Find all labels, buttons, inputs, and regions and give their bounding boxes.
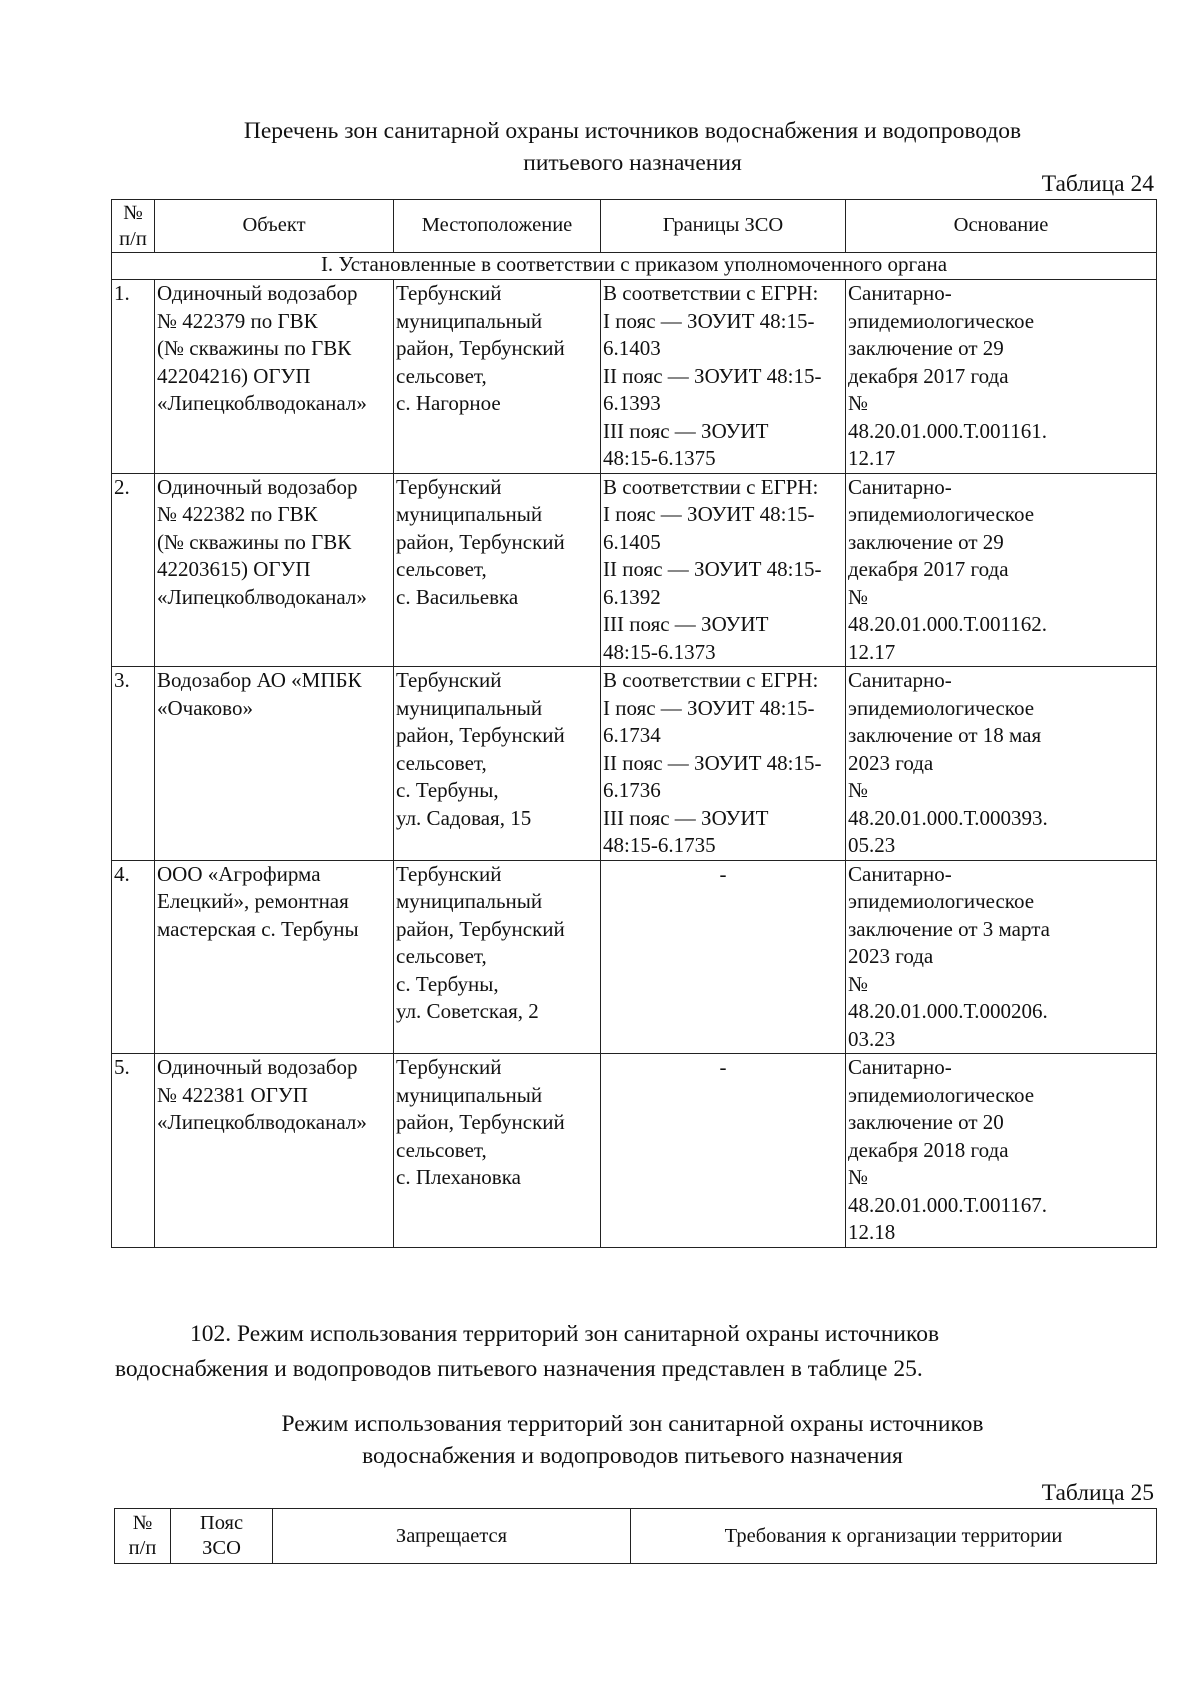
cell-line: Санитарно-: [848, 861, 952, 886]
cell-line: 48:15-6.1373: [603, 639, 716, 664]
header-location: Местоположение: [394, 200, 601, 253]
cell-line: с. Васильевка: [396, 584, 519, 609]
cell-line: эпидемиологическое: [848, 308, 1035, 333]
cell-line: В соответствии с ЕГРН:: [603, 474, 819, 499]
cell-line: Одиночный водозабор: [157, 1055, 358, 1079]
cell-line: муниципальный: [396, 1082, 543, 1107]
cell-line: муниципальный: [396, 502, 543, 526]
cell-line: I пояс — ЗОУИТ 48:15-: [603, 502, 815, 526]
row-location: [394, 860, 601, 1054]
regime-header-number-abbrev: п/п: [128, 1537, 157, 1559]
cell-line: декабря 2018 года: [848, 1137, 1009, 1162]
cell-line: 6.1403: [603, 336, 661, 360]
cell-line: Тербунский: [396, 1055, 502, 1079]
table-24-label: Таблица 24: [1041, 171, 1154, 197]
row-location: [394, 280, 601, 474]
cell-line: сельсовет,: [396, 750, 487, 775]
cell-line: муниципальный: [396, 889, 543, 913]
cell-line: Водозабор АО «МПБК: [157, 668, 362, 692]
document-title-line-2: питьевого назначения: [523, 150, 742, 176]
cell-line: III пояс — ЗОУИТ: [603, 612, 769, 636]
regime-header-belt: [171, 1509, 273, 1564]
cell-line: ул. Советская, 2: [396, 999, 539, 1023]
cell-line: с. Тербуны,: [396, 971, 499, 996]
row-object: [155, 1054, 394, 1248]
cell-line: №: [848, 971, 869, 996]
row-boundaries: [601, 1054, 846, 1248]
cell-line: Санитарно-: [848, 474, 952, 499]
cell-line: 6.1405: [603, 529, 661, 554]
cell-line: I пояс — ЗОУИТ 48:15-: [603, 695, 815, 720]
cell-line: Елецкий», ремонтная: [157, 889, 349, 913]
regime-title-line-2: водоснабжения и водопроводов питьевого назначения: [362, 1443, 903, 1469]
paragraph-line-1: 102. Режим использования территорий зон санитарной охраны источников: [190, 1321, 940, 1347]
cell-line: 48.20.01.000.Т.001161.: [848, 418, 1047, 443]
cell-line: «Липецкоблводоканал»: [157, 391, 367, 415]
cell-line: декабря 2017 года: [848, 557, 1009, 581]
cell-line: 48.20.01.000.Т.000393.: [848, 805, 1048, 830]
row-object: [155, 860, 394, 1054]
row-basis: [846, 860, 1157, 1054]
cell-line: 48:15-6.1735: [603, 833, 716, 857]
cell-line: 05.23: [848, 833, 896, 857]
cell-line: район, Тербунский: [396, 336, 565, 360]
cell-line: 6.1736: [603, 778, 661, 802]
row-basis: [846, 473, 1157, 667]
cell-line: мастерская с. Тербуны: [157, 916, 359, 941]
header-number: [112, 200, 155, 253]
header-number-symbol: №: [123, 202, 143, 224]
cell-line: Тербунский: [396, 861, 502, 886]
row-location: [394, 1054, 601, 1248]
row-number: 3.: [112, 667, 155, 861]
cell-line: сельсовет,: [396, 363, 487, 388]
cell-line: № 422381 ОГУП: [157, 1082, 308, 1107]
cell-line: эпидемиологическое: [848, 1082, 1035, 1107]
cell-line: 42203615) ОГУП: [157, 557, 311, 581]
cell-line: Тербунский: [396, 474, 502, 499]
row-boundaries: [601, 667, 846, 861]
cell-line: 6.1392: [603, 584, 661, 609]
paragraph-102: [115, 1317, 1155, 1387]
cell-line: эпидемиологическое: [848, 695, 1035, 720]
cell-line: эпидемиологическое: [848, 889, 1035, 913]
cell-line: заключение от 29: [848, 529, 1004, 554]
row-boundaries: [601, 280, 846, 474]
row-location: [394, 667, 601, 861]
cell-line: -: [719, 861, 727, 886]
header-object: Объект: [155, 200, 394, 253]
table-row: [112, 667, 1157, 861]
table-header-row: [112, 200, 1157, 253]
cell-line: Одиночный водозабор: [157, 474, 358, 499]
cell-line: заключение от 18 мая: [848, 723, 1042, 747]
cell-line: 6.1734: [603, 723, 661, 747]
section-row: [112, 253, 1157, 280]
document-title: [110, 115, 1155, 179]
cell-line: район, Тербунский: [396, 1110, 565, 1134]
regime-title-line-1: Режим использования территорий зон санитарной охраны источников: [281, 1411, 984, 1437]
header-basis: Основание: [846, 200, 1157, 253]
row-basis: [846, 280, 1157, 474]
regime-table: [114, 1508, 1157, 1564]
cell-line: ООО «Агрофирма: [157, 861, 321, 886]
cell-line: № 422382 по ГВК: [157, 502, 318, 526]
cell-line: 12.17: [848, 446, 896, 470]
cell-line: район, Тербунский: [396, 529, 565, 554]
row-object: [155, 280, 394, 474]
table-row: [112, 1054, 1157, 1248]
cell-line: муниципальный: [396, 695, 543, 720]
regime-header-forbidden: Запрещается: [273, 1509, 631, 1564]
cell-line: 48.20.01.000.Т.001162.: [848, 612, 1047, 636]
header-boundaries: Границы ЗСО: [601, 200, 846, 253]
zso-list-table: [111, 199, 1157, 1248]
row-boundaries: [601, 473, 846, 667]
cell-line: «Липецкоблводоканал»: [157, 1110, 367, 1134]
cell-line: (№ скважины по ГВК: [157, 336, 352, 360]
cell-line: ул. Садовая, 15: [396, 805, 532, 830]
row-object: [155, 473, 394, 667]
table-row: [112, 280, 1157, 474]
cell-line: №: [848, 778, 869, 802]
cell-line: Тербунский: [396, 281, 502, 305]
cell-line: 2023 года: [848, 750, 934, 775]
cell-line: 12.17: [848, 639, 896, 664]
cell-line: 12.18: [848, 1220, 896, 1244]
row-number: 5.: [112, 1054, 155, 1248]
regime-header-number: [115, 1509, 171, 1564]
cell-line: II пояс — ЗОУИТ 48:15-: [603, 557, 822, 581]
cell-line: декабря 2017 года: [848, 363, 1009, 388]
cell-line: 2023 года: [848, 944, 934, 968]
cell-line: №: [848, 1165, 869, 1189]
cell-line: 48.20.01.000.Т.001167.: [848, 1192, 1047, 1217]
cell-line: 6.1393: [603, 391, 661, 415]
regime-header-requirements: Требования к организации территории: [631, 1509, 1157, 1564]
cell-line: В соответствии с ЕГРН:: [603, 281, 819, 305]
row-number: 4.: [112, 860, 155, 1054]
cell-line: 42204216) ОГУП: [157, 363, 311, 388]
regime-header-belt-line-1: Пояс: [199, 1512, 244, 1534]
row-number: 2.: [112, 473, 155, 667]
table-row: [112, 860, 1157, 1054]
cell-line: «Липецкоблводоканал»: [157, 584, 367, 609]
cell-line: сельсовет,: [396, 1137, 487, 1162]
cell-line: II пояс — ЗОУИТ 48:15-: [603, 363, 822, 388]
table-25-label: Таблица 25: [1041, 1480, 1154, 1506]
regime-title: [110, 1408, 1155, 1472]
cell-line: с. Нагорное: [396, 391, 501, 415]
cell-line: Санитарно-: [848, 668, 952, 692]
cell-line: с. Плехановка: [396, 1165, 521, 1189]
cell-line: 48:15-6.1375: [603, 446, 716, 470]
section-heading: I. Установленные в соответствии с приказом уполномоченного органа: [112, 253, 1157, 280]
cell-line: В соответствии с ЕГРН:: [603, 668, 819, 692]
cell-line: заключение от 20: [848, 1110, 1004, 1134]
cell-line: III пояс — ЗОУИТ: [603, 805, 769, 830]
cell-line: № 422379 по ГВК: [157, 308, 318, 333]
cell-line: №: [848, 584, 869, 609]
row-number: 1.: [112, 280, 155, 474]
regime-header-belt-line-2: ЗСО: [202, 1537, 241, 1559]
paragraph-line-2: водоснабжения и водопроводов питьевого назначения представлен в таблице 25.: [115, 1356, 923, 1382]
cell-line: Санитарно-: [848, 1055, 952, 1079]
cell-line: заключение от 29: [848, 336, 1004, 360]
cell-line: 48.20.01.000.Т.000206.: [848, 999, 1048, 1023]
cell-line: эпидемиологическое: [848, 502, 1035, 526]
cell-line: Тербунский: [396, 668, 502, 692]
row-basis: [846, 1054, 1157, 1248]
row-boundaries: [601, 860, 846, 1054]
document-title-line-1: Перечень зон санитарной охраны источников водоснабжения и водопроводов: [243, 118, 1022, 144]
cell-line: II пояс — ЗОУИТ 48:15-: [603, 750, 822, 775]
cell-line: район, Тербунский: [396, 916, 565, 941]
row-location: [394, 473, 601, 667]
cell-line: -: [719, 1055, 727, 1079]
cell-line: Санитарно-: [848, 281, 952, 305]
cell-line: сельсовет,: [396, 944, 487, 968]
cell-line: III пояс — ЗОУИТ: [603, 418, 769, 443]
cell-line: район, Тербунский: [396, 723, 565, 747]
regime-header-number-symbol: №: [132, 1512, 153, 1534]
row-basis: [846, 667, 1157, 861]
cell-line: (№ скважины по ГВК: [157, 529, 352, 554]
regime-header-row: [115, 1509, 1157, 1564]
header-number-abbrev: п/п: [119, 228, 147, 250]
cell-line: «Очаково»: [157, 695, 253, 720]
cell-line: Одиночный водозабор: [157, 281, 358, 305]
cell-line: муниципальный: [396, 308, 543, 333]
cell-line: 03.23: [848, 1026, 896, 1051]
cell-line: заключение от 3 марта: [848, 916, 1050, 941]
cell-line: I пояс — ЗОУИТ 48:15-: [603, 308, 815, 333]
cell-line: с. Тербуны,: [396, 778, 499, 802]
cell-line: №: [848, 391, 869, 415]
table-row: [112, 473, 1157, 667]
cell-line: сельсовет,: [396, 557, 487, 581]
row-object: [155, 667, 394, 861]
